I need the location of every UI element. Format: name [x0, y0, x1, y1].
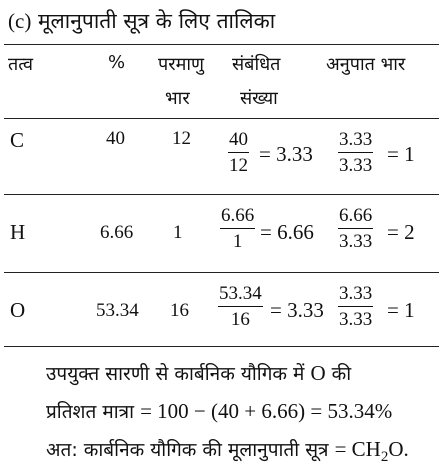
cell-atomic-mass: 12 [172, 128, 191, 149]
fraction-denominator: 3.33 [339, 155, 373, 176]
note-line-1 [46, 360, 351, 386]
fraction-numerator: 40 [229, 129, 248, 150]
column-header-relative-line2: संख्या [240, 88, 278, 109]
table-top-rule [4, 44, 439, 45]
relative-result: = 3.33 [270, 298, 324, 322]
note-symbol: O [310, 361, 326, 385]
ratio-fraction [338, 284, 373, 329]
section-label: (c) [8, 9, 32, 33]
fraction-denominator: 1 [232, 231, 243, 252]
fraction-bar [228, 152, 249, 153]
relative-fraction [218, 284, 263, 329]
cell-percent: 53.34 [96, 300, 139, 321]
column-header-percent: % [108, 52, 126, 73]
table-bottom-rule [4, 346, 439, 347]
fraction-denominator: 3.33 [339, 231, 373, 252]
fraction-numerator: 3.33 [339, 283, 373, 304]
fraction-denominator: 16 [230, 309, 250, 330]
ratio-result: = 2 [387, 220, 415, 244]
fraction-denominator: 3.33 [339, 309, 373, 330]
fraction-bar [220, 228, 255, 229]
column-header-ratio: अनुपात भार [326, 54, 406, 75]
note-text: उपयुक्त सारणी से कार्बनिक यौगिक में [46, 363, 311, 385]
formula-equation: = CH [334, 437, 381, 461]
note-text: अत: कार्बनिक यौगिक की मूलानुपाती सूत्र [46, 439, 335, 461]
note-line-3 [46, 436, 409, 466]
row-divider [4, 194, 439, 195]
section-heading [8, 7, 275, 35]
column-header-element: तत्व [8, 54, 34, 75]
cell-element: C [10, 128, 25, 152]
fraction-bar [338, 152, 373, 153]
fraction-bar [338, 306, 373, 307]
formula-end: O. [388, 437, 409, 461]
fraction-bar [338, 228, 373, 229]
ratio-result: = 1 [387, 142, 415, 166]
note-text: प्रतिशत मात्रा [46, 401, 141, 423]
formula-subscript: 2 [380, 449, 389, 465]
fraction-numerator: 6.66 [221, 205, 255, 226]
fraction-numerator: 53.34 [219, 283, 262, 304]
column-header-relative: संबंधित [232, 54, 281, 75]
ratio-fraction [338, 206, 373, 251]
row-divider [4, 272, 439, 273]
fraction-bar [218, 306, 263, 307]
header-bottom-rule [4, 118, 439, 119]
cell-element: O [10, 298, 26, 322]
section-title: मूलानुपाती सूत्र के लिए तालिका [38, 9, 276, 33]
ratio-result: = 1 [387, 298, 415, 322]
fraction-denominator: 12 [229, 155, 248, 176]
cell-atomic-mass: 16 [170, 300, 189, 321]
cell-element: H [10, 220, 26, 244]
relative-result: = 6.66 [260, 220, 314, 244]
ratio-fraction [338, 130, 373, 175]
fraction-numerator: 3.33 [339, 129, 373, 150]
cell-percent: 40 [106, 128, 125, 149]
note-text: की [325, 363, 352, 385]
column-header-atomic-mass: परमाणु [158, 54, 205, 75]
relative-fraction [228, 130, 249, 175]
column-header-atomic-mass-line2: भार [165, 88, 190, 109]
percentage-equation: = 100 − (40 + 6.66) = 53.34% [140, 399, 393, 423]
fraction-numerator: 6.66 [339, 205, 373, 226]
relative-fraction [220, 206, 255, 251]
note-line-2 [46, 398, 392, 424]
cell-percent: 6.66 [100, 222, 134, 243]
relative-result: = 3.33 [259, 142, 313, 166]
cell-atomic-mass: 1 [173, 222, 183, 243]
